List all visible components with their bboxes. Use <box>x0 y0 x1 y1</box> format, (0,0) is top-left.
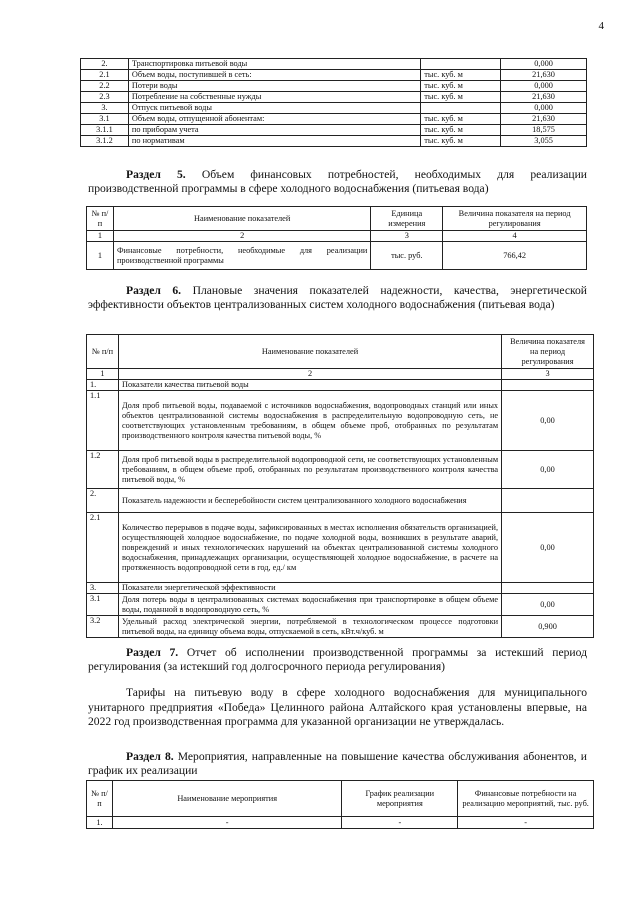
t1-cell-num: 2.2 <box>81 81 129 92</box>
t1-cell-value: 0,000 <box>501 81 587 92</box>
s6-cell-name: Показатели качества питьевой воды <box>118 380 501 391</box>
table-row <box>81 103 587 114</box>
s6-cell-num: 3.1 <box>87 594 119 616</box>
t1-cell-value: 0,000 <box>501 59 587 70</box>
t1-cell-name: Объем воды, отпущенной абонентам: <box>128 114 420 125</box>
s5-colnum-1: 1 <box>87 231 114 242</box>
s6-cell-name: Доля потерь воды в централизованных системах водоснабжения при транспортировке в общем объеме воды, поданной в водопроводную сеть, % <box>118 594 501 616</box>
s6-cell-num: 3. <box>87 583 119 594</box>
s6-cell-value: 0,00 <box>502 594 594 616</box>
t1-cell-unit: тыс. куб. м <box>421 92 501 103</box>
section6-label: Раздел 6. <box>126 284 182 297</box>
table-row <box>81 125 587 136</box>
t1-cell-name: по нормативам <box>128 136 420 147</box>
table-row <box>81 70 587 81</box>
reliability-indicators-table <box>86 334 594 638</box>
s6-cell-name: Показатели энергетической эффективности <box>118 583 501 594</box>
s6-cell-value: 0,00 <box>502 451 594 489</box>
s5-colnum-2: 2 <box>113 231 370 242</box>
t1-cell-value: 21,630 <box>501 92 587 103</box>
table-row <box>87 391 594 451</box>
t1-cell-unit: тыс. куб. м <box>421 81 501 92</box>
t1-cell-unit: тыс. куб. м <box>421 70 501 81</box>
t1-cell-num: 3.1 <box>81 114 129 125</box>
section5-title: Объем финансовых потребностей, необходимых для реализации производственной программы в сфере холодного водоснабжения (питьевая вода) <box>88 168 588 195</box>
s8-row-name: - <box>112 817 341 829</box>
section7-title: Отчет об исполнении производственной программы за истекший период регулирования (за истекший год долгосрочного периода регулирования) <box>88 646 588 673</box>
s6-cell-name: Количество перерывов в подаче воды, зафиксированных в местах исполнения обязательств организацией, осуществляющей холодное водоснабжение, по подаче холодной воды, возникших в результате аварий, повреждений и иных технологических нарушений на объектах централизованной системы холодного водоснабжения, принадлежащих организации, осуществляющей холодное водоснабжение, в расчете на протяженность водопроводной сети в год, ед./ км <box>118 513 501 583</box>
table-row <box>87 451 594 489</box>
s8-row-cost: - <box>458 817 594 829</box>
t1-cell-name: Отпуск питьевой воды <box>128 103 420 114</box>
s5-row-num: 1 <box>87 242 114 270</box>
t1-cell-name: Объем воды, поступившей в сеть: <box>128 70 420 81</box>
financial-needs-table <box>86 206 587 270</box>
s6-cell-num: 1. <box>87 380 119 391</box>
s8-header-name: Наименование мероприятия <box>112 781 341 817</box>
s8-row-schedule: - <box>342 817 458 829</box>
section5-heading <box>88 168 587 196</box>
table-row <box>81 114 587 125</box>
t1-cell-value: 21,630 <box>501 114 587 125</box>
page-number: 4 <box>598 20 604 32</box>
t1-cell-num: 3. <box>81 103 129 114</box>
s6-cell-value: 0,900 <box>502 616 594 638</box>
s5-row-value: 766,42 <box>443 242 587 270</box>
t1-cell-num: 2. <box>81 59 129 70</box>
t1-cell-value: 3,055 <box>501 136 587 147</box>
s6-cell-name: Доля проб питьевой воды в распределительной водопроводной сети, не соответствующих установленным требованиям, в общем объеме проб, отобранных по результатам производственного контроля качества питьевой воды, % <box>118 451 501 489</box>
section8-heading <box>88 750 587 778</box>
t1-cell-num: 2.3 <box>81 92 129 103</box>
s8-header-num: № п/п <box>87 781 113 817</box>
t1-cell-name: по приборам учета <box>128 125 420 136</box>
s5-header-value: Величина показателя на период регулирования <box>443 207 587 231</box>
table-row <box>81 92 587 103</box>
s6-cell-value <box>502 380 594 391</box>
water-balance-table <box>80 58 587 147</box>
s6-header-value: Величина показателя на период регулирования <box>502 335 594 369</box>
s6-header-name: Наименование показателей <box>118 335 501 369</box>
t1-cell-name: Транспортировка питьевой воды <box>128 59 420 70</box>
t1-cell-unit: тыс. куб. м <box>421 125 501 136</box>
s5-colnum-3: 3 <box>371 231 443 242</box>
s6-cell-num: 1.2 <box>87 451 119 489</box>
t1-cell-unit: тыс. куб. м <box>421 114 501 125</box>
s8-header-cost: Финансовые потребности на реализацию мероприятий, тыс. руб. <box>458 781 594 817</box>
s6-cell-num: 3.2 <box>87 616 119 638</box>
s5-header-name: Наименование показателей <box>113 207 370 231</box>
t1-cell-value: 21,630 <box>501 70 587 81</box>
s6-cell-value <box>502 583 594 594</box>
s6-cell-num: 2. <box>87 489 119 513</box>
s8-header-schedule: График реализации мероприятия <box>342 781 458 817</box>
s6-cell-num: 1.1 <box>87 391 119 451</box>
s8-row-num: 1. <box>87 817 113 829</box>
section5-label: Раздел 5. <box>126 168 186 181</box>
s6-cell-value: 0,00 <box>502 513 594 583</box>
s6-cell-name: Удельный расход электрической энергии, потребляемой в технологическом процессе подготовки питьевой воды, на единицу объема воды, отпускаемой в сеть, кВт.ч/куб. м <box>118 616 501 638</box>
section6-heading <box>88 284 587 312</box>
table-row <box>87 489 594 513</box>
section7-label: Раздел 7. <box>126 646 179 659</box>
t1-cell-unit: тыс. куб. м <box>421 136 501 147</box>
s5-header-unit: Единица измерения <box>371 207 443 231</box>
t1-cell-num: 3.1.1 <box>81 125 129 136</box>
t1-cell-value: 0,000 <box>501 103 587 114</box>
t1-cell-name: Потери воды <box>128 81 420 92</box>
section6-title: Плановые значения показателей надежности, качества, энергетической эффективности объектов централизованных систем холодного водоснабжения (питьевая вода) <box>88 284 588 311</box>
t1-cell-unit <box>421 103 501 114</box>
section7-paragraph: Тарифы на питьевую воду в сфере холодного водоснабжения для муниципального унитарного предприятия «Победа» Целинного района Алтайского края установлены впервые, на 2022 год производственная программа для указанной организации не утверждалась. <box>88 686 587 728</box>
t1-cell-name: Потребление на собственные нужды <box>128 92 420 103</box>
table-row <box>81 81 587 92</box>
s6-cell-name: Показатель надежности и бесперебойности систем централизованного холодного водоснабжения <box>118 489 501 513</box>
table-row <box>87 616 594 638</box>
t1-cell-num: 3.1.2 <box>81 136 129 147</box>
s5-header-num: № п/п <box>87 207 114 231</box>
s6-colnum-3: 3 <box>502 369 594 380</box>
t1-cell-value: 18,575 <box>501 125 587 136</box>
t1-cell-num: 2.1 <box>81 70 129 81</box>
s6-header-num: № п/п <box>87 335 119 369</box>
section7-heading <box>88 646 587 674</box>
s6-cell-name: Доля проб питьевой воды, подаваемой с источников водоснабжения, водопроводных станций или иных объектов централизованной системы водоснабжения в распределительную водопроводную сеть, не соответствующих установленным требованиям, в общем объеме проб, отобранных по результатам производственного контроля качества питьевой воды, % <box>118 391 501 451</box>
s6-colnum-2: 2 <box>118 369 501 380</box>
s6-colnum-1: 1 <box>87 369 119 380</box>
table-row <box>87 594 594 616</box>
section8-label: Раздел 8. <box>126 750 174 763</box>
s5-row-name: Финансовые потребности, необходимые для реализации производственной программы <box>113 242 370 270</box>
table-row <box>87 380 594 391</box>
s5-row-unit: тыс. руб. <box>371 242 443 270</box>
table-row <box>87 513 594 583</box>
table-row <box>81 59 587 70</box>
s6-cell-value: 0,00 <box>502 391 594 451</box>
s5-colnum-4: 4 <box>443 231 587 242</box>
t1-cell-unit <box>421 59 501 70</box>
table-row <box>87 583 594 594</box>
s6-cell-value <box>502 489 594 513</box>
table-row <box>81 136 587 147</box>
section8-title: Мероприятия, направленные на повышение качества обслуживания абонентов, и график их реализации <box>88 750 587 777</box>
service-measures-table <box>86 780 594 829</box>
s6-cell-num: 2.1 <box>87 513 119 583</box>
